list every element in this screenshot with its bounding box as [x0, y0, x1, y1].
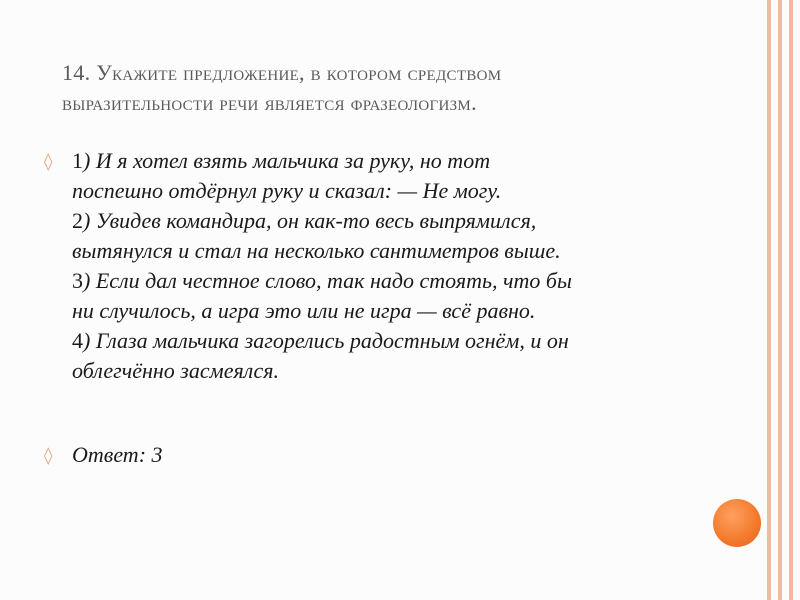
hollow-diamond-bullet-icon: ◊ [44, 152, 53, 172]
answer-bullet [44, 440, 163, 470]
option-2-line-1: 2) Увидев командира, он как-то весь выпрямился, [72, 208, 537, 233]
hollow-diamond-bullet-icon: ◊ [44, 446, 53, 466]
option-3-line-1: 3) Если дал честное слово, так надо стоять, что бы [72, 268, 572, 293]
option-1-line-2: поспешно отдёрнул руку и сказал: — Не могу. [72, 178, 502, 203]
option-4-line-2: облегчённо засмеялся. [72, 358, 280, 383]
frame-line [789, 0, 793, 600]
option-1-line-1: 1) И я хотел взять мальчика за руку, но тот [72, 148, 491, 173]
options-bullet [44, 146, 744, 386]
option-3-line-2: ни случилось, а игра это или не игра — всё равно. [72, 298, 536, 323]
slide-title [62, 58, 742, 118]
question-content [44, 146, 744, 386]
title-line-2: выразительности речи является фразеологизм. [62, 90, 477, 115]
frame-line [767, 0, 771, 600]
answer-text: Ответ: 3 [72, 442, 163, 467]
option-2-line-2: вытянулся и стал на несколько сантиметров выше. [72, 238, 561, 263]
orange-circle-decoration-icon [713, 499, 761, 547]
title-line-1: 14. Укажите предложение, в котором средством [62, 60, 502, 85]
option-4-line-1: 4) Глаза мальчика загорелись радостным огнём, и он [72, 328, 569, 353]
frame-line [778, 0, 782, 600]
